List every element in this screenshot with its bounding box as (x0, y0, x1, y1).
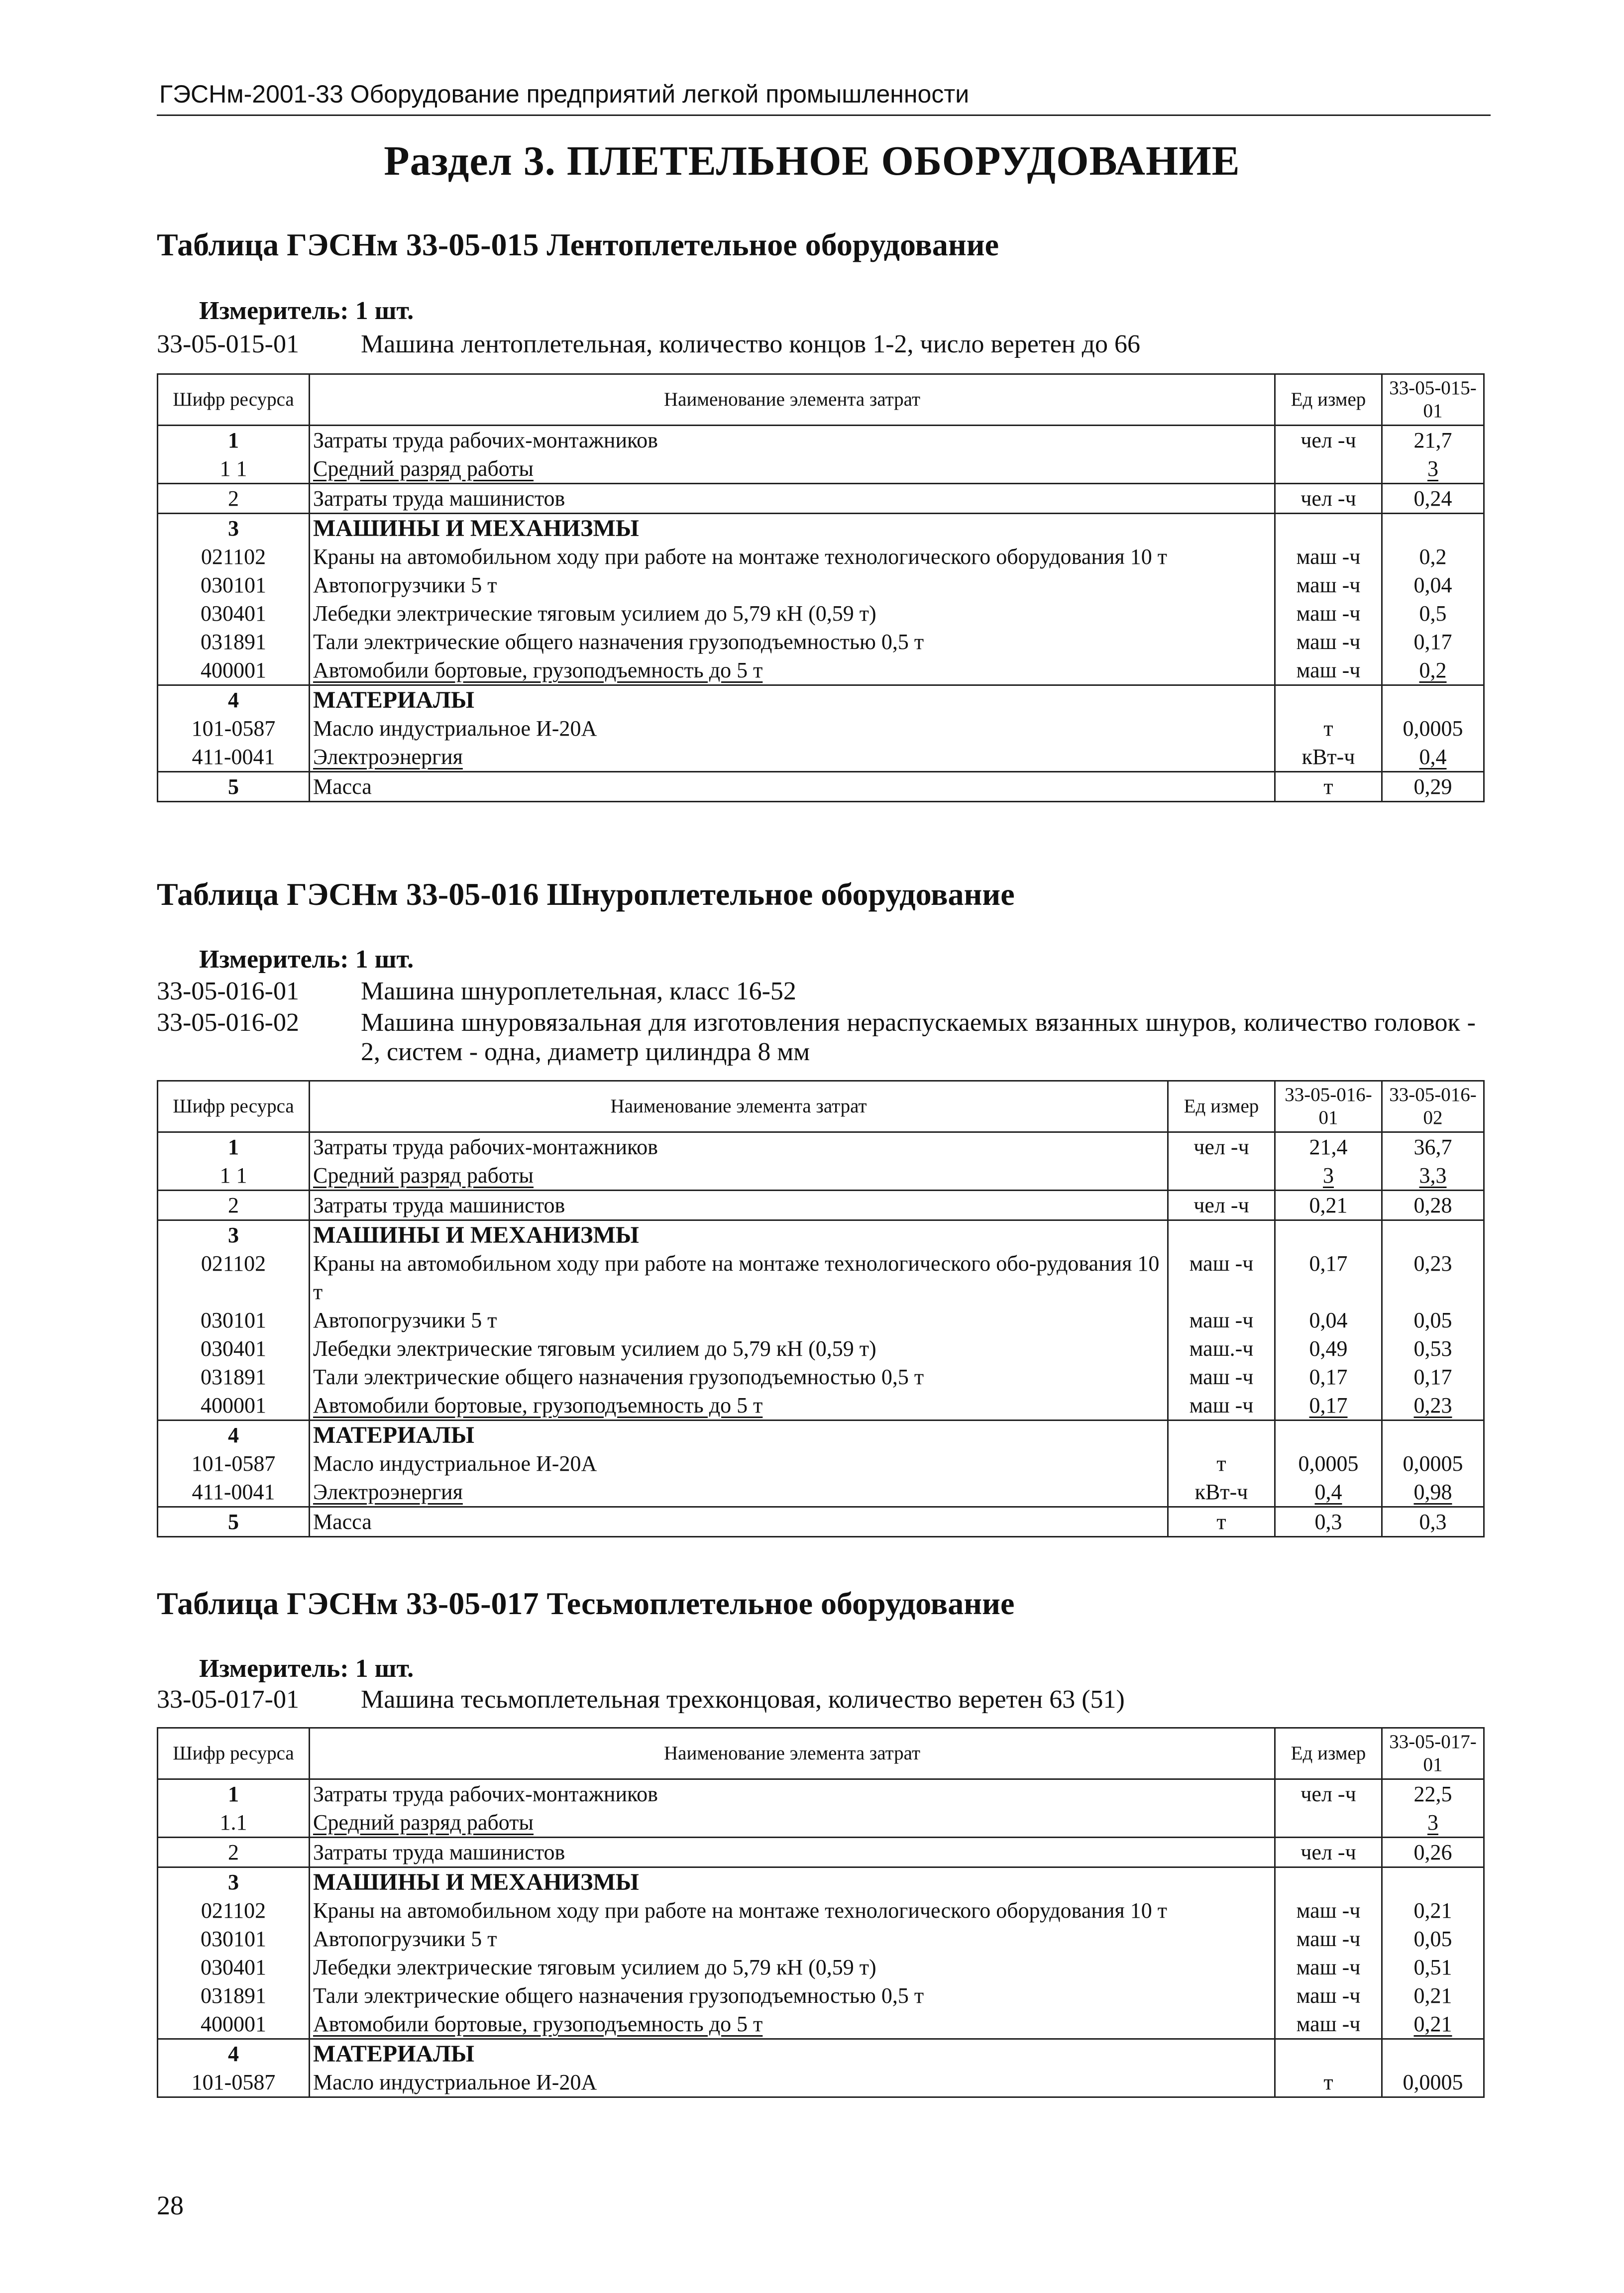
table-row (158, 1306, 1484, 1334)
resource-code: 2 (158, 484, 310, 514)
table-row (158, 656, 1484, 685)
resource-code: 021102 (158, 543, 310, 571)
resource-code: 400001 (158, 656, 310, 685)
column-header-unit: Ед измер (1168, 1081, 1275, 1132)
cost-element-name: Электроэнергия (310, 1478, 1168, 1507)
cost-element-name: Автопогрузчики 5 т (310, 571, 1275, 599)
cost-element-name: Краны на автомобильном ходу при работе на монтаже технологического оборудования 10 т (310, 543, 1275, 571)
norm-value: 22,5 (1382, 1779, 1484, 1809)
cost-element-name: Тали электрические общего назначения грузоподъемностью 0,5 т (310, 1363, 1168, 1391)
resource-code: 030401 (158, 1953, 310, 1981)
unit-of-measure (1275, 514, 1382, 543)
resource-code: 411-0041 (158, 1478, 310, 1507)
cost-element-name: Автомобили бортовые, грузоподъемность до 5 т (310, 2010, 1275, 2039)
unit-of-measure: чел -ч (1275, 1838, 1382, 1867)
norm-value: 0,53 (1382, 1334, 1484, 1363)
unit-of-measure: т (1168, 1449, 1275, 1478)
cost-element-name: Тали электрические общего назначения грузоподъемностью 0,5 т (310, 628, 1275, 656)
norm-value: 0,24 (1382, 484, 1484, 514)
column-header-name: Наименование элемента затрат (310, 374, 1275, 426)
cost-element-name: МАТЕРИАЛЫ (310, 1420, 1168, 1450)
norm-value: 0,21 (1382, 1981, 1484, 2010)
cost-element-name: Автопогрузчики 5 т (310, 1306, 1168, 1334)
resource-code: 030101 (158, 1925, 310, 1953)
column-header-code: Шифр ресурса (158, 1081, 310, 1132)
resource-code: 4 (158, 1420, 310, 1450)
norm-value (1382, 1220, 1484, 1250)
resource-code: 3 (158, 514, 310, 543)
cost-element-name: Затраты труда машинистов (310, 1838, 1275, 1867)
resource-code: 3 (158, 1220, 310, 1250)
resource-code: 2 (158, 1838, 310, 1867)
table-row (158, 1449, 1484, 1478)
cost-element-name: Электроэнергия (310, 743, 1275, 772)
table-3 (157, 1727, 1485, 2098)
resource-code: 3 (158, 1867, 310, 1897)
table-row (158, 426, 1484, 455)
cost-element-name: Лебедки электрические тяговым усилием до 5,79 кН (0,59 т) (310, 1334, 1168, 1363)
norm-value: 3 (1275, 1161, 1382, 1191)
unit-of-measure: маш -ч (1275, 543, 1382, 571)
unit-of-measure: чел -ч (1168, 1191, 1275, 1220)
norm-value: 0,05 (1382, 1925, 1484, 1953)
cost-element-name: Краны на автомобильном ходу при работе на монтаже технологического оборудования 10 т (310, 1896, 1275, 1925)
table-row (158, 743, 1484, 772)
table-row (158, 1953, 1484, 1981)
cost-element-name: Краны на автомобильном ходу при работе на монтаже технологического обо-рудования 10 т (310, 1249, 1168, 1306)
cost-element-name: Затраты труда машинистов (310, 484, 1275, 514)
resource-code: 1 (158, 1779, 310, 1809)
unit-of-measure: кВт-ч (1275, 743, 1382, 772)
norm-value: 3 (1382, 1808, 1484, 1838)
resource-code: 030401 (158, 1334, 310, 1363)
cost-element-name: МАТЕРИАЛЫ (310, 2039, 1275, 2069)
norm-value: 0,17 (1275, 1249, 1382, 1306)
norm-value: 0,51 (1382, 1953, 1484, 1981)
resource-code: 1 (158, 426, 310, 455)
norm-value: 0,0005 (1382, 714, 1484, 743)
table-2-title: Таблица ГЭСНм 33-05-016 Шнуроплетельное оборудование (157, 876, 1015, 912)
table-header-row (158, 1728, 1484, 1779)
table-row (158, 714, 1484, 743)
table-row (158, 454, 1484, 484)
norm-value (1382, 2039, 1484, 2069)
norm-value: 0,21 (1382, 2010, 1484, 2039)
norm-value: 0,4 (1275, 1478, 1382, 1507)
unit-of-measure (1275, 454, 1382, 484)
table-row (158, 1925, 1484, 1953)
table-header-row (158, 374, 1484, 426)
unit-of-measure: маш -ч (1168, 1306, 1275, 1334)
cost-element-name: МАШИНЫ И МЕХАНИЗМЫ (310, 514, 1275, 543)
norm-value: 0,5 (1382, 599, 1484, 628)
column-header-code: Шифр ресурса (158, 374, 310, 426)
table-row (158, 1779, 1484, 1809)
unit-of-measure (1168, 1161, 1275, 1191)
table-row (158, 1808, 1484, 1838)
cost-element-name: Затраты труда машинистов (310, 1191, 1168, 1220)
norm-value: 0,29 (1382, 772, 1484, 802)
cost-element-name: Затраты труда рабочих-монтажников (310, 1779, 1275, 1809)
norm-value: 0,05 (1382, 1306, 1484, 1334)
cost-element-name: Масса (310, 772, 1275, 802)
unit-of-measure (1275, 685, 1382, 715)
table-row (158, 2068, 1484, 2097)
norm-value: 36,7 (1382, 1132, 1484, 1162)
table-row (158, 1867, 1484, 1897)
norm-value: 0,28 (1382, 1191, 1484, 1220)
cost-element-name: МАТЕРИАЛЫ (310, 685, 1275, 715)
resource-code: 101-0587 (158, 1449, 310, 1478)
unit-of-measure: маш -ч (1275, 1925, 1382, 1953)
resource-code: 2 (158, 1191, 310, 1220)
cost-element-name: Средний разряд работы (310, 1808, 1275, 1838)
unit-of-measure: т (1275, 772, 1382, 802)
norm-value: 0,23 (1382, 1249, 1484, 1306)
table-1 (157, 373, 1485, 802)
table-row (158, 1838, 1484, 1867)
cost-element-name: Масло индустриальное И-20А (310, 1449, 1168, 1478)
resource-code: 411-0041 (158, 743, 310, 772)
norm-value: 0,23 (1382, 1391, 1484, 1420)
item-description: Машина шнуровязальная для изготовления нераспускаемых вязанных шнуров, количество головок - 2, систем - одна, диаметр цилиндра 8 мм (361, 1008, 1476, 1066)
resource-code: 4 (158, 685, 310, 715)
column-header-norm: 33-05-017-01 (1382, 1728, 1484, 1779)
cost-element-name: Тали электрические общего назначения грузоподъемностью 0,5 т (310, 1981, 1275, 2010)
table-header-row (158, 1081, 1484, 1132)
norm-value (1382, 1867, 1484, 1897)
unit-of-measure: чел -ч (1275, 484, 1382, 514)
table-row (158, 1478, 1484, 1507)
norm-value: 0,4 (1382, 743, 1484, 772)
unit-of-measure (1168, 1420, 1275, 1450)
resource-code: 5 (158, 1507, 310, 1537)
resource-code: 5 (158, 772, 310, 802)
cost-element-name: Затраты труда рабочих-монтажников (310, 1132, 1168, 1162)
item-description: Машина шнуроплетельная, класс 16-52 (361, 977, 796, 1005)
table-row (158, 514, 1484, 543)
resource-code: 031891 (158, 1981, 310, 2010)
norm-value: 0,3 (1382, 1507, 1484, 1537)
norm-value: 0,17 (1382, 628, 1484, 656)
item-code: 33-05-016-01 (157, 977, 299, 1005)
table-row (158, 1420, 1484, 1450)
norm-value: 0,49 (1275, 1334, 1382, 1363)
table-row (158, 1161, 1484, 1191)
norm-value: 0,21 (1275, 1191, 1382, 1220)
norm-value: 0,17 (1275, 1391, 1382, 1420)
resource-code: 1 1 (158, 454, 310, 484)
table-row (158, 543, 1484, 571)
table-row (158, 1220, 1484, 1250)
table-1-title: Таблица ГЭСНм 33-05-015 Лентоплетельное оборудование (157, 227, 999, 262)
resource-code: 030401 (158, 599, 310, 628)
resource-code: 1.1 (158, 1808, 310, 1838)
norm-value: 0,2 (1382, 543, 1484, 571)
cost-element-name: Лебедки электрические тяговым усилием до 5,79 кН (0,59 т) (310, 599, 1275, 628)
cost-element-name: Средний разряд работы (310, 454, 1275, 484)
resource-code: 030101 (158, 1306, 310, 1334)
resource-code: 101-0587 (158, 2068, 310, 2097)
table-row (158, 571, 1484, 599)
norm-value: 0,98 (1382, 1478, 1484, 1507)
unit-of-measure: маш.-ч (1168, 1334, 1275, 1363)
resource-code: 021102 (158, 1896, 310, 1925)
resource-code: 021102 (158, 1249, 310, 1306)
norm-value (1382, 685, 1484, 715)
unit-of-measure (1168, 1220, 1275, 1250)
unit-of-measure: кВт-ч (1168, 1478, 1275, 1507)
running-header: ГЭСНм-2001-33 Оборудование предприятий легкой промышленности (159, 80, 970, 108)
unit-of-measure: маш -ч (1168, 1391, 1275, 1420)
cost-element-name: Масло индустриальное И-20А (310, 714, 1275, 743)
item-line (157, 329, 1491, 359)
norm-value: 0,17 (1275, 1363, 1382, 1391)
cost-element-name: Затраты труда рабочих-монтажников (310, 426, 1275, 455)
norm-value: 0,04 (1382, 571, 1484, 599)
resource-code: 1 (158, 1132, 310, 1162)
unit-of-measure (1275, 1808, 1382, 1838)
norm-value: 0,17 (1382, 1363, 1484, 1391)
resource-code: 400001 (158, 2010, 310, 2039)
cost-element-name: Лебедки электрические тяговым усилием до 5,79 кН (0,59 т) (310, 1953, 1275, 1981)
resource-code: 101-0587 (158, 714, 310, 743)
unit-of-measure (1275, 1867, 1382, 1897)
column-header-code: Шифр ресурса (158, 1728, 310, 1779)
resource-code: 031891 (158, 1363, 310, 1391)
table-2-measure: Измеритель: 1 шт. (199, 945, 414, 974)
item-code: 33-05-017-01 (157, 1685, 299, 1714)
unit-of-measure: т (1168, 1507, 1275, 1537)
norm-value: 3 (1382, 454, 1484, 484)
table-row (158, 2010, 1484, 2039)
norm-value: 0,21 (1382, 1896, 1484, 1925)
column-header-norm: 33-05-016-02 (1382, 1081, 1484, 1132)
table-row (158, 1896, 1484, 1925)
unit-of-measure: маш -ч (1275, 1953, 1382, 1981)
item-line (157, 1685, 1491, 1714)
resource-code: 4 (158, 2039, 310, 2069)
item-code: 33-05-016-02 (157, 1008, 299, 1037)
cost-element-name: Средний разряд работы (310, 1161, 1168, 1191)
unit-of-measure: маш -ч (1275, 571, 1382, 599)
table-row (158, 1981, 1484, 2010)
norm-value: 0,3 (1275, 1507, 1382, 1537)
table-row (158, 1249, 1484, 1306)
cost-element-name: Автомобили бортовые, грузоподъемность до 5 т (310, 1391, 1168, 1420)
item-line (157, 1008, 1491, 1067)
column-header-name: Наименование элемента затрат (310, 1081, 1168, 1132)
table-row (158, 1363, 1484, 1391)
column-header-norm: 33-05-016-01 (1275, 1081, 1382, 1132)
unit-of-measure: маш -ч (1275, 656, 1382, 685)
page-number: 28 (157, 2190, 184, 2220)
unit-of-measure: маш -ч (1275, 2010, 1382, 2039)
column-header-name: Наименование элемента затрат (310, 1728, 1275, 1779)
cost-element-name: Масло индустриальное И-20А (310, 2068, 1275, 2097)
unit-of-measure: маш -ч (1168, 1249, 1275, 1306)
norm-value: 21,4 (1275, 1132, 1382, 1162)
unit-of-measure: чел -ч (1168, 1132, 1275, 1162)
table-row (158, 1132, 1484, 1162)
table-3-measure: Измеритель: 1 шт. (199, 1654, 414, 1683)
resource-code: 031891 (158, 628, 310, 656)
norm-value: 0,26 (1382, 1838, 1484, 1867)
resource-code: 1 1 (158, 1161, 310, 1191)
column-header-unit: Ед измер (1275, 374, 1382, 426)
unit-of-measure: чел -ч (1275, 1779, 1382, 1809)
unit-of-measure: т (1275, 2068, 1382, 2097)
unit-of-measure: т (1275, 714, 1382, 743)
resource-code: 400001 (158, 1391, 310, 1420)
table-row (158, 772, 1484, 802)
table-row (158, 484, 1484, 514)
unit-of-measure: чел -ч (1275, 426, 1382, 455)
table-row (158, 1507, 1484, 1537)
norm-value (1382, 514, 1484, 543)
cost-element-name: Масса (310, 1507, 1168, 1537)
unit-of-measure: маш -ч (1275, 1896, 1382, 1925)
table-row (158, 2039, 1484, 2069)
norm-value: 0,0005 (1382, 1449, 1484, 1478)
cost-element-name: МАШИНЫ И МЕХАНИЗМЫ (310, 1220, 1168, 1250)
cost-element-name: Автопогрузчики 5 т (310, 1925, 1275, 1953)
norm-value: 3,3 (1382, 1161, 1484, 1191)
unit-of-measure: маш -ч (1275, 628, 1382, 656)
cost-element-name: МАШИНЫ И МЕХАНИЗМЫ (310, 1867, 1275, 1897)
item-line (157, 977, 1491, 1006)
table-row (158, 1391, 1484, 1420)
item-description: Машина лентоплетельная, количество концов 1-2, число веретен до 66 (361, 330, 1141, 358)
norm-value: 21,7 (1382, 426, 1484, 455)
table-row (158, 599, 1484, 628)
column-header-norm: 33-05-015-01 (1382, 374, 1484, 426)
header-rule (157, 114, 1491, 116)
table-row (158, 628, 1484, 656)
norm-value: 0,04 (1275, 1306, 1382, 1334)
norm-value (1275, 1420, 1382, 1450)
item-code: 33-05-015-01 (157, 330, 299, 358)
table-row (158, 1191, 1484, 1220)
table-row (158, 685, 1484, 715)
norm-value (1382, 1420, 1484, 1450)
unit-of-measure: маш -ч (1275, 1981, 1382, 2010)
cost-element-name: Автомобили бортовые, грузоподъемность до 5 т (310, 656, 1275, 685)
table-1-measure: Измеритель: 1 шт. (199, 297, 414, 325)
norm-value: 0,0005 (1382, 2068, 1484, 2097)
column-header-unit: Ед измер (1275, 1728, 1382, 1779)
unit-of-measure: маш -ч (1168, 1363, 1275, 1391)
table-2 (157, 1080, 1485, 1537)
table-row (158, 1334, 1484, 1363)
section-title: Раздел 3. ПЛЕТЕЛЬНОЕ ОБОРУДОВАНИЕ (384, 138, 1240, 184)
unit-of-measure (1275, 2039, 1382, 2069)
norm-value: 0,2 (1382, 656, 1484, 685)
norm-value: 0,0005 (1275, 1449, 1382, 1478)
table-3-title: Таблица ГЭСНм 33-05-017 Тесьмоплетельное оборудование (157, 1586, 1015, 1621)
unit-of-measure: маш -ч (1275, 599, 1382, 628)
item-description: Машина тесьмоплетельная трехконцовая, количество веретен 63 (51) (361, 1685, 1125, 1714)
norm-value (1275, 1220, 1382, 1250)
resource-code: 030101 (158, 571, 310, 599)
